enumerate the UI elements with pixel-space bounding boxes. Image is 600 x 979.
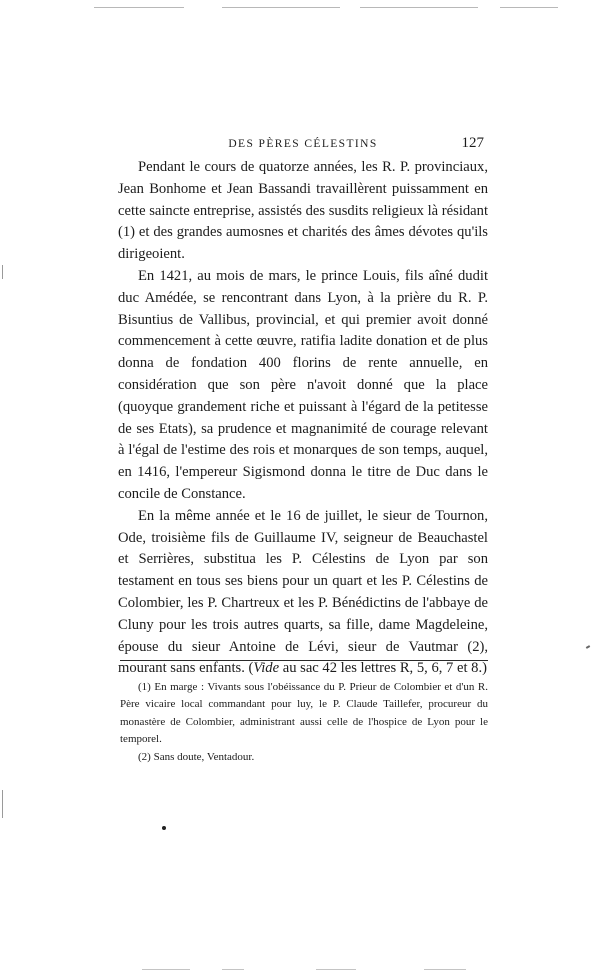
top-edge-rule	[94, 7, 184, 8]
footnotes	[120, 679, 488, 766]
top-edge-rule	[360, 7, 478, 8]
main-text	[118, 157, 488, 680]
scan-margin-mark	[586, 645, 590, 649]
bottom-edge-rule	[222, 969, 244, 970]
reference-text: au sac 42 les lettres R, 5, 6, 7 et 8.)	[279, 660, 487, 677]
scan-margin-mark	[2, 790, 3, 818]
footnote: (2) Sans doute, Ventadour.	[138, 750, 255, 763]
paragraph: En 1421, au mois de mars, le prince Louis, fils aîné dudit duc Amédée, se rencontrant dans Lyon, à la prière du R. P. Bisuntius de Vallibus, provincial, et qui premier avoit donné commencement à cette œuvre, ratifia ladite donation et de plus donna de fondation 400 florins de rente annuelle, en considération que son père n'avoit donné que la place (quoyque grandement riche et puissant à l'égard de la petitesse de ses Etats), sa prudence et magnanimité de courage relevant à l'égal de l'estime des rois et monarques de son temps, auquel, en 1416, l'empereur Sigismond donna le titre de Duc dans le concile de Constance.	[118, 267, 488, 502]
paren-open: (	[248, 660, 254, 677]
bottom-edge-rule	[142, 969, 190, 970]
running-title: DES PÈRES CÉLESTINS	[228, 138, 378, 150]
footnote-separator	[120, 660, 488, 661]
scan-margin-mark	[2, 265, 3, 279]
vide-reference: Vide	[253, 660, 280, 677]
footnote: (1) En marge : Vivants sous l'obéissance du P. Prieur de Colombier et d'un R. Père vicaire local commandant pour luy, le P. Claude Taillefer, procureur du monastère de Colombier, administrant aussi celle de l'hospice de Lyon pour le temporel.	[120, 681, 488, 746]
running-head	[118, 134, 488, 154]
ink-speck	[162, 826, 166, 830]
page-number: 127	[461, 135, 484, 151]
paragraph: Pendant le cours de quatorze années, les R. P. provinciaux, Jean Bonhome et Jean Bassandi travaillèrent puissamment en cette saincte entreprise, assistés des susdits religieux là résidant (1) et des grandes aumosnes et charités des âmes dévotes qu'ils dirigeoient.	[118, 159, 489, 263]
bottom-edge-rule	[424, 969, 466, 970]
top-edge-rule	[222, 7, 340, 8]
paragraph	[118, 506, 488, 680]
paragraph-text: En la même année et le 16 de juillet, le sieur de Tournon, Ode, troisième fils de Guillaume IV, seigneur de Beauchastel et Serrières, substitua les P. Célestins de Lyon par son testament en tous ses biens pour un quart et les P. Célestins de Colombier, les P. Chartreux et les P. Bénédictins de l'abbaye de Cluny pour les trois autres quarts, sa fille, dame Magdeleine, épouse du sieur Antoine de Lévi, sieur de Vautmar (2), mourant sans enfants.	[118, 507, 488, 677]
top-edge-rule	[500, 7, 558, 8]
bottom-edge-rule	[316, 969, 356, 970]
